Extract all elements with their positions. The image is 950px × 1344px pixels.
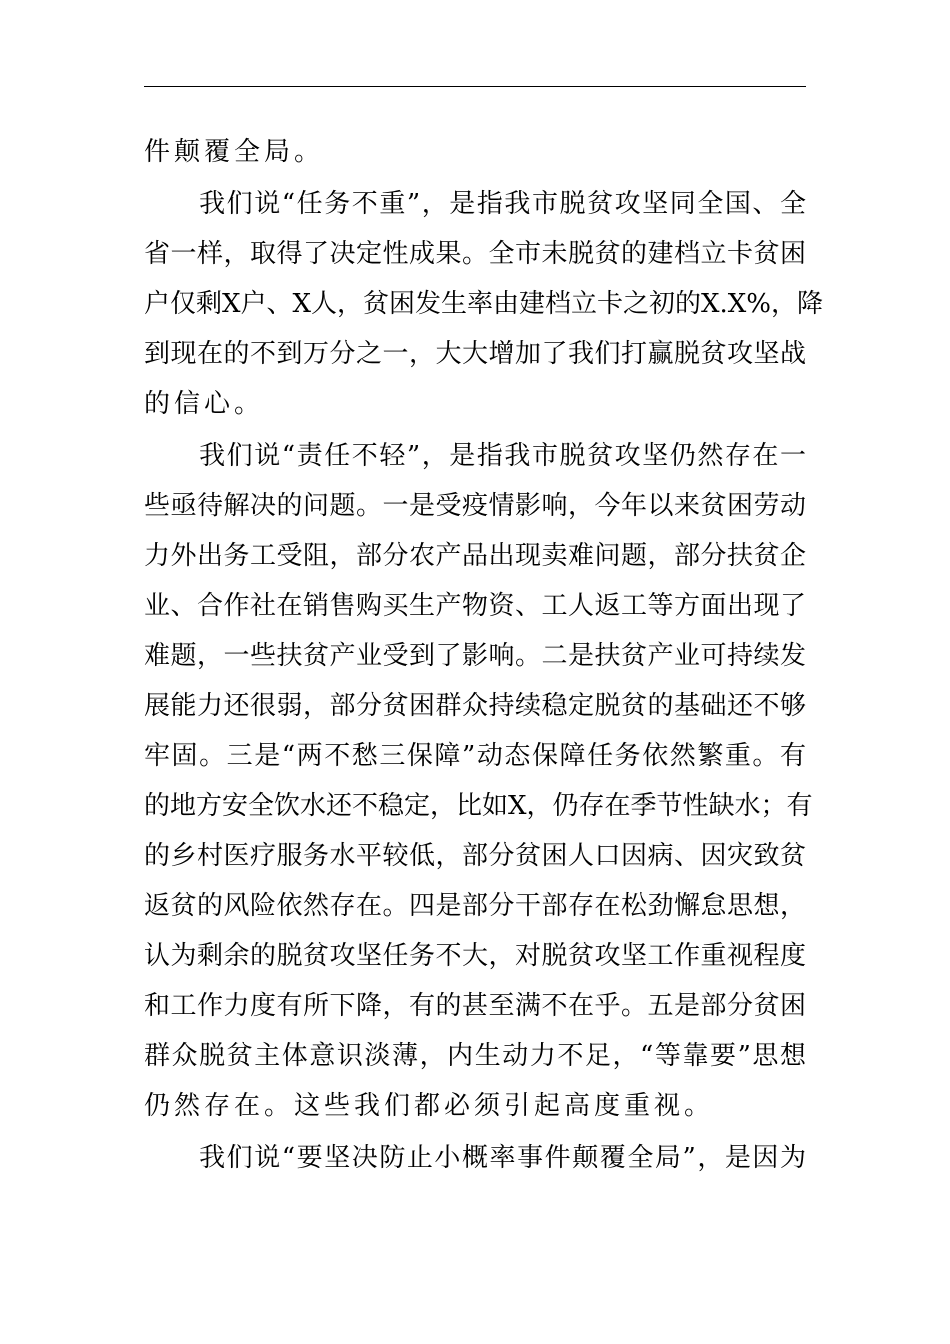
text-line: 业、合作社在销售购买生产物资、工人返工等方面出现了 bbox=[144, 591, 806, 621]
text-line: 认为剩余的脱贫攻坚任务不大，对脱贫攻坚工作重视程度 bbox=[144, 941, 806, 971]
text-line: 牢固。三是“两不愁三保障”动态保障任务依然繁重。有 bbox=[144, 741, 806, 771]
text-line: 展能力还很弱，部分贫困群众持续稳定脱贫的基础还不够 bbox=[144, 691, 806, 721]
text-line: 些亟待解决的问题。一是受疫情影响，今年以来贫困劳动 bbox=[144, 491, 806, 521]
text-line: 我们说“责任不轻”，是指我市脱贫攻坚仍然存在一 bbox=[144, 441, 806, 471]
text-line: 返贫的风险依然存在。四是部分干部存在松劲懈怠思想， bbox=[144, 891, 806, 921]
text-line: 的乡村医疗服务水平较低，部分贫困人口因病、因灾致贫 bbox=[144, 841, 806, 871]
text-line: 力外出务工受阻，部分农产品出现卖难问题，部分扶贫企 bbox=[144, 541, 806, 571]
text-line: 群众脱贫主体意识淡薄，内生动力不足，“等靠要”思想 bbox=[144, 1041, 806, 1071]
text-line: 件颠覆全局。 bbox=[144, 137, 325, 167]
text-line: 的地方安全饮水还不稳定，比如X，仍存在季节性缺水；有 bbox=[144, 791, 813, 821]
text-line: 的信心。 bbox=[144, 389, 265, 419]
text-line: 仍然存在。这些我们都必须引起高度重视。 bbox=[144, 1091, 715, 1121]
text-line: 和工作力度有所下降，有的甚至满不在乎。五是部分贫困 bbox=[144, 991, 806, 1021]
text-line: 我们说“任务不重”，是指我市脱贫攻坚同全国、全 bbox=[144, 189, 806, 219]
text-line: 难题，一些扶贫产业受到了影响。二是扶贫产业可持续发 bbox=[144, 641, 806, 671]
header-rule bbox=[144, 86, 806, 87]
text-line: 省一样，取得了决定性成果。全市未脱贫的建档立卡贫困 bbox=[144, 239, 806, 269]
text-line: 到现在的不到万分之一，大大增加了我们打赢脱贫攻坚战 bbox=[144, 339, 806, 369]
text-line: 我们说“要坚决防止小概率事件颠覆全局”，是因为 bbox=[144, 1143, 806, 1173]
text-line: 户仅剩X户、X人，贫困发生率由建档立卡之初的X.X%，降 bbox=[144, 289, 824, 319]
